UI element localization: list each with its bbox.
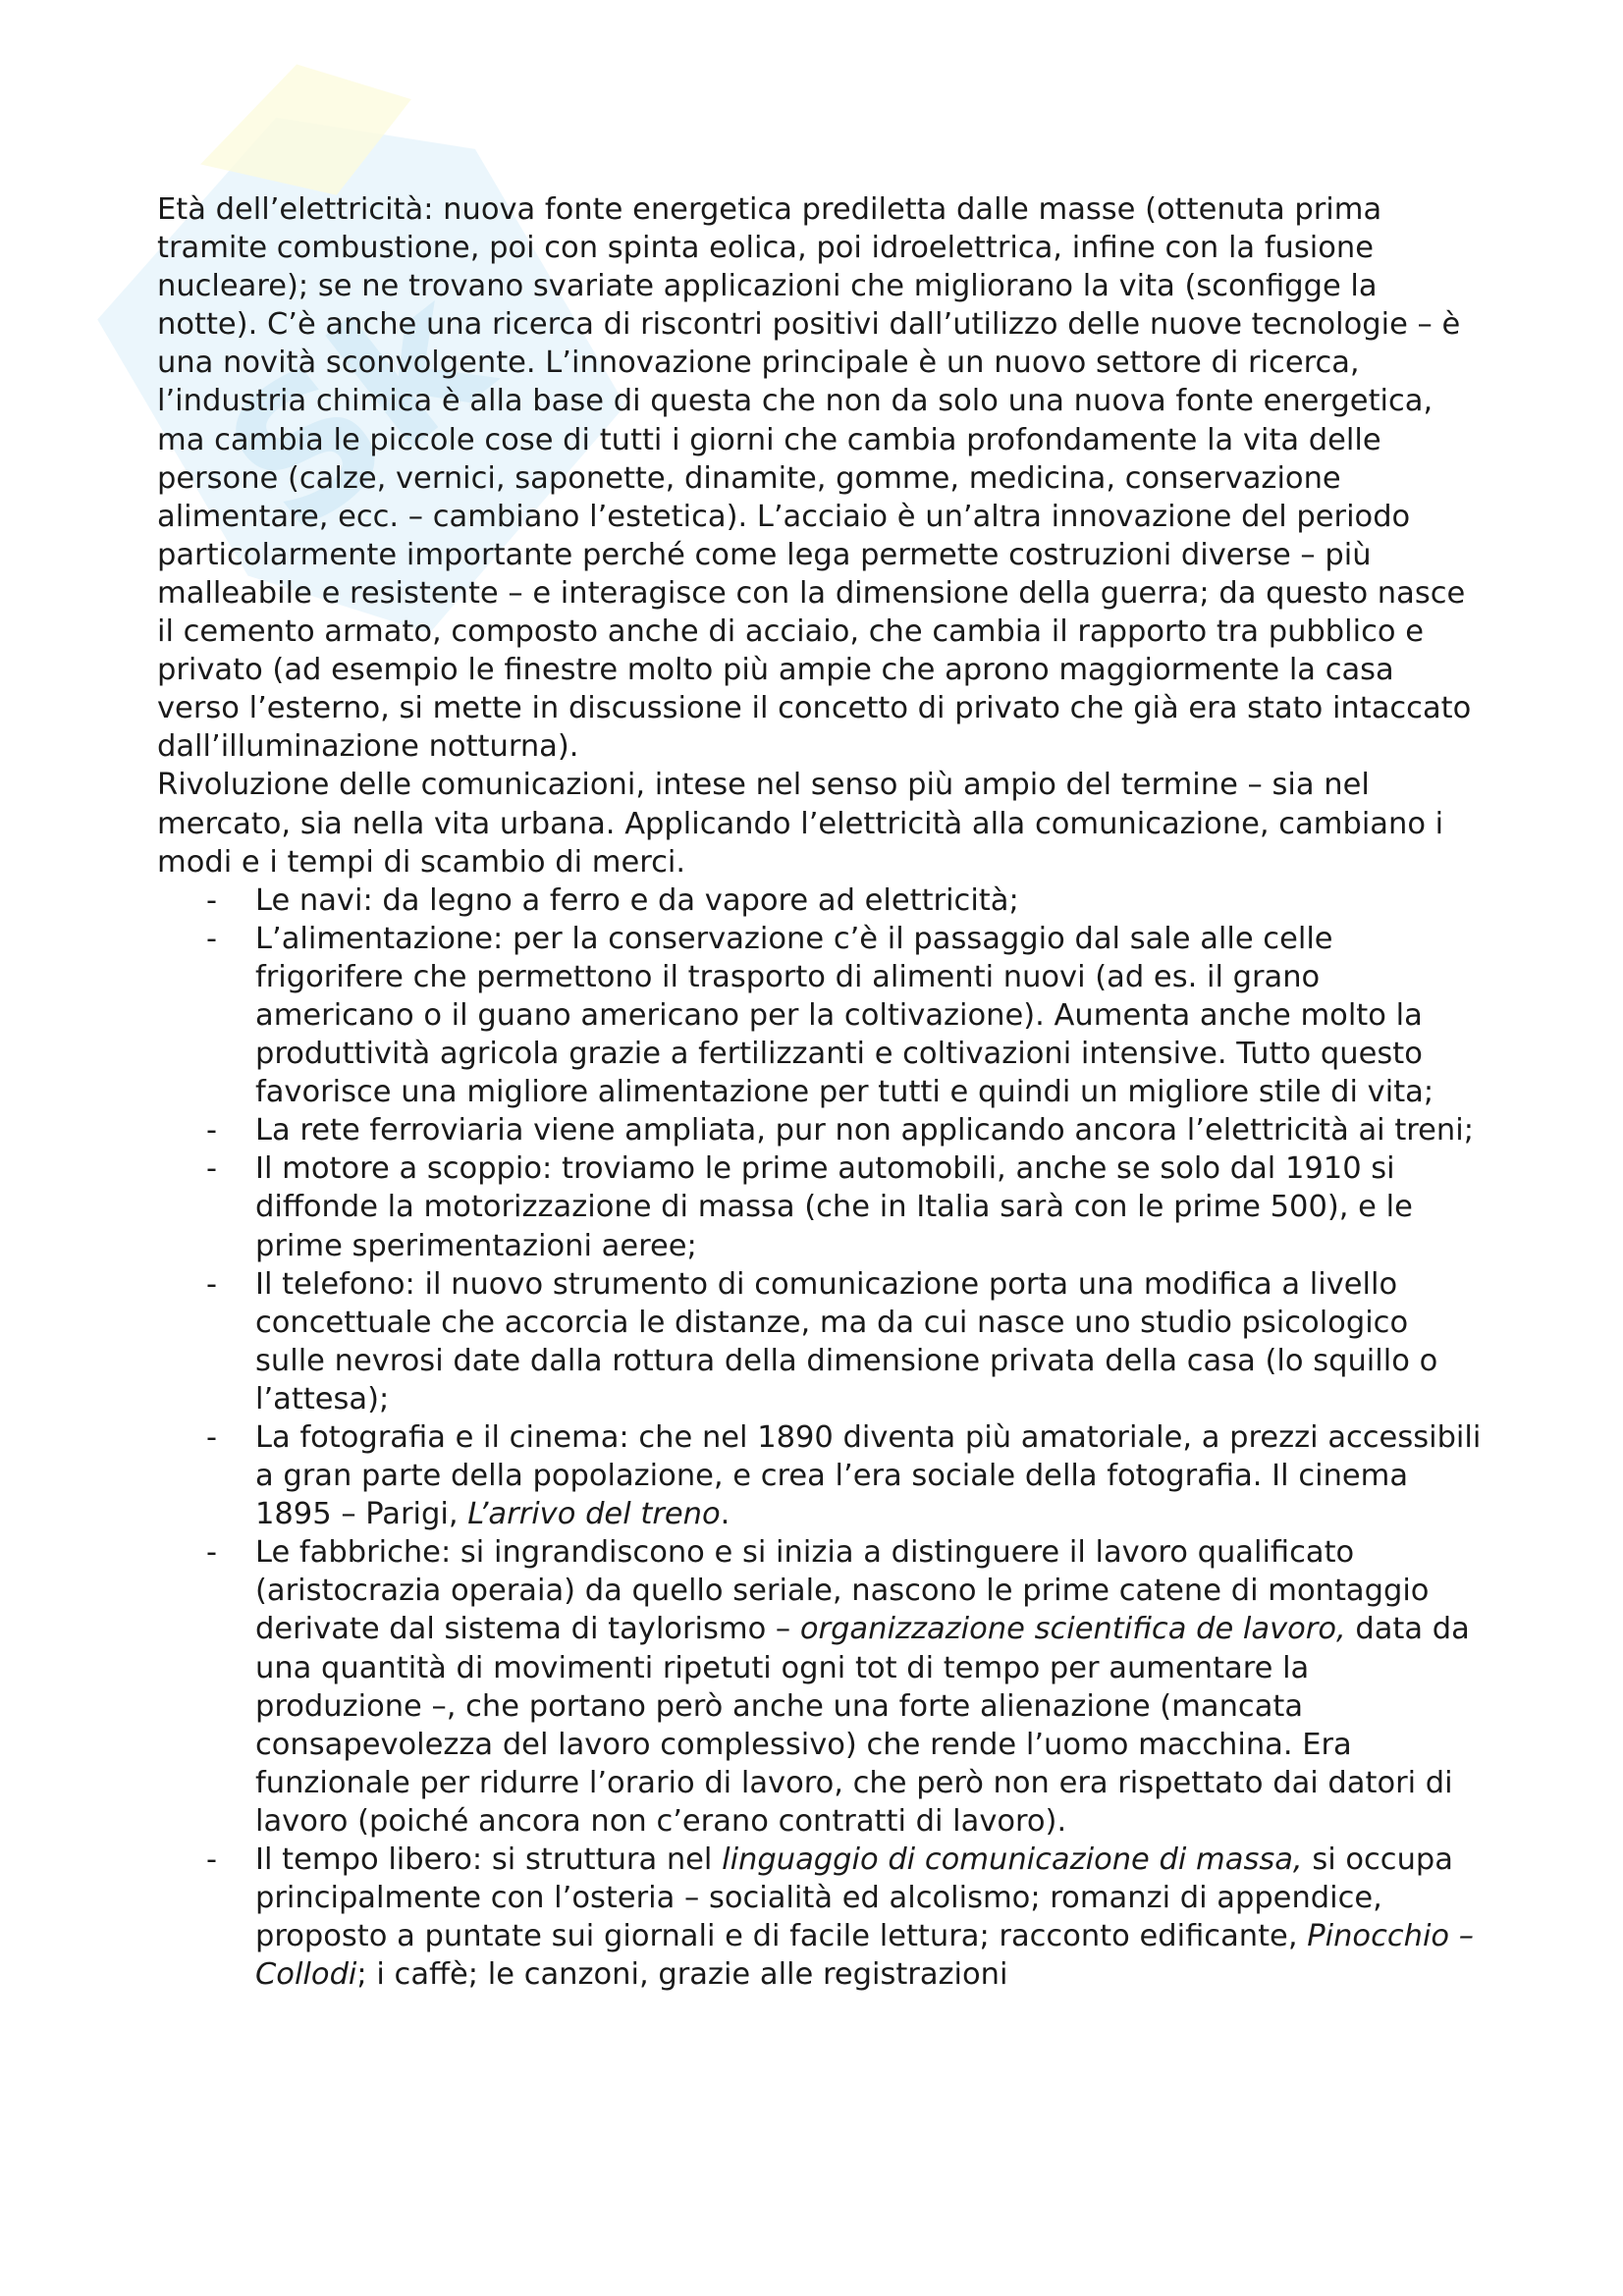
svg-text:Sk: Sk [188,243,525,575]
list-item [206,1418,1483,1533]
bullet-dash: - [206,921,218,956]
document-body [157,190,1483,1994]
list-item-text: Le fabbriche: si ingrandiscono e si inizia a distinguere il lavoro qualificato (aristocrazia operaia) da quello seriale, nascono le prime catene di montaggio derivate dal sistema di taylorismo – [255,1535,1430,1647]
bullet-dash: - [206,1420,218,1455]
list-item-text: L’alimentazione: per la conservazione c’è il passaggio dal sale alle celle frigorifere che permettono il trasporto di alimenti nuovi (ad es. il grano americano o il guano americano per la coltivazione). Aumenta anche molto la produttività agricola grazie a fertilizzanti e coltivazioni intensive. Tutto questo favorisce una migliore alimentazione per tutti e quindi un migliore stile di vita; [255,921,1434,1110]
list-item [206,881,1483,920]
book-title: Pinocchio – Collodi [255,1919,1475,1993]
bullet-dash: - [206,1266,218,1302]
bullet-dash: - [206,1151,218,1187]
list-item-text: Il motore a scoppio: troviamo le prime automobili, anche se solo dal 1910 si diffonde la motorizzazione di massa (che in Italia sarà con le prime 500), e le prime sperimentazioni aeree; [255,1151,1413,1263]
list-item-text: La fotografia e il cinema: che nel 1890 diventa più amatoriale, a prezzi accessibili a gran parte della popolazione, e crea l’era sociale della fotografia. Il cinema 1895 – Parigi, [255,1420,1482,1532]
emphasis-text: organizzazione scientifica de lavoro, [799,1612,1346,1647]
bullet-dash: - [206,1842,218,1878]
list-item-text: ; i caffè; le canzoni, grazie alle registrazioni [356,1957,1008,1993]
film-title: L’arrivo del treno [467,1497,721,1532]
paragraph-comunicazioni: Rivoluzione delle comunicazioni, intese nel senso più ampio del termine – sia nel mercato, sia nella vita urbana. Applicando l’elettricità alla comunicazione, cambiano i modi e i tempi di scambio di merci. [157,768,1444,880]
bullet-dash: - [206,1535,218,1571]
list-item-text: si occupa principalmente con l’osteria – socialità ed alcolismo; romanzi di appendice, proposto a puntate sui giornali e di facile lettura; racconto edificante, [255,1842,1453,1954]
list-item-text: Le navi: da legno a ferro e da vapore ad elettricità; [255,882,1019,918]
list-item-text: Il tempo libero: si struttura nel [255,1842,723,1878]
list-item [206,1265,1483,1418]
list-item [206,1149,1483,1264]
bullet-dash: - [206,1113,218,1148]
list-item [206,1841,1483,1994]
list-item [206,920,1483,1111]
list-item-text: data da una quantità di movimenti ripetuti ogni tot di tempo per aumentare la produzione –, che portano però anche una forte alienazione (mancata consapevolezza del lavoro complessivo) che rende l’uomo macchina. Era funzionale per ridurre l’orario di lavoro, che però non era rispettato dai datori di lavoro (poiché ancora non c’erano contratti di lavoro). [255,1612,1470,1839]
emphasis-text: linguaggio di comunicazione di massa, [722,1842,1303,1878]
list-item [206,1111,1483,1149]
list-item-text: . [720,1497,730,1532]
list-item-text: Il telefono: il nuovo strumento di comunicazione porta una modifica a livello concettuale che accorcia le distanze, ma da cui nasce uno studio psicologico sulle nevrosi date dalla rottura della dimensione privata della casa (lo squillo o l’attesa); [255,1266,1438,1416]
list-item [206,1533,1483,1841]
innovations-list [157,881,1483,1995]
list-item-text: La rete ferroviaria viene ampliata, pur non applicando ancora l’elettricità ai treni; [255,1113,1474,1148]
paragraph-elettricita: Età dell’elettricità: nuova fonte energetica prediletta dalle masse (ottenuta prima tramite combustione, poi con spinta eolica, poi idroelettrica, infine con la fusione nucleare); se ne trovano svariate applicazioni che migliorano la vita (sconfigge la notte). C’è anche una ricerca di riscontri positivi dall’utilizzo delle nuove tecnologie – è una novità sconvolgente. L’innovazione principale è un nuovo settore di ricerca, l’industria chimica è alla base di questa che non da solo una nuova fonte energetica, ma cambia le piccole cose di tutti i giorni che cambia profondamente la vita delle persone (calze, vernici, saponette, dinamite, gomme, medicina, conservazione alimentare, ecc. – cambiano l’estetica). L’acciaio è un’altra innovazione del periodo particolarmente importante perché come lega permette costruzioni diverse – più malleabile e resistente – e interagisce con la dimensione della guerra; da questo nasce il cemento armato, composto anche di acciaio, che cambia il rapporto tra pubblico e privato (ad esempio le finestre molto più ampie che aprono maggiormente la casa verso l’esterno, si mette in discussione il concetto di privato che già era stato intaccato dall’illuminazione notturna). [157,192,1472,765]
bullet-dash: - [206,882,218,918]
